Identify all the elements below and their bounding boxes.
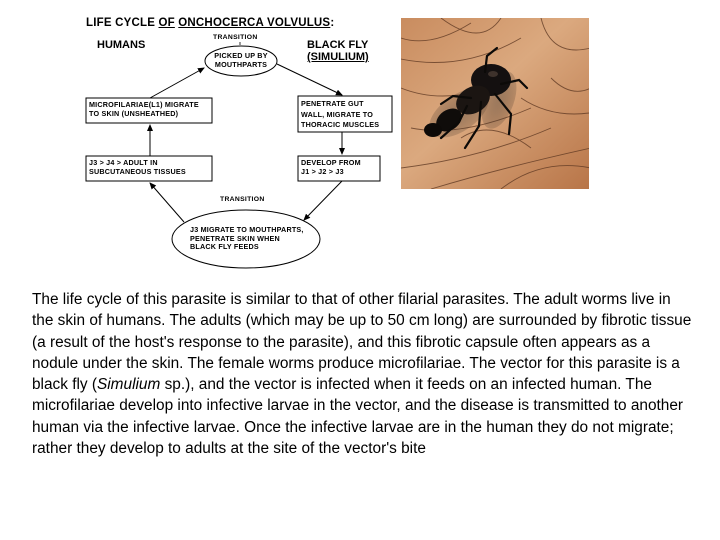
right-box-2-text: DEVELOP FROM J1 > J2 > J3 (301, 158, 361, 176)
life-cycle-diagram (80, 14, 400, 272)
title-of: OF (158, 17, 175, 29)
black-fly-photo (401, 18, 589, 189)
transition-bottom-label: TRANSITION (220, 196, 265, 203)
black-fly-photo-graphic (401, 18, 589, 189)
transition-top-label: TRANSITION (213, 34, 258, 41)
arrow-develop-to-bottom (304, 181, 342, 220)
genus-name: Simulium (97, 376, 161, 394)
left-box-2-text: J3 > J4 > ADULT IN SUBCUTANEOUS TISSUES (89, 158, 186, 176)
right-box-1-text: PENETRATE GUT WALL, MIGRATE TO THORACIC MUSCLES (301, 99, 380, 129)
diagram-title: LIFE CYCLE OF ONCHOCERCA VOLVULUS: (86, 17, 335, 29)
host-humans: HUMANS (97, 39, 146, 51)
bottom-ellipse-text: J3 MIGRATE TO MOUTHPARTS, PENETRATE SKIN WHEN BLACK FLY FEEDS (190, 225, 304, 252)
life-cycle-description: The life cycle of this parasite is similar to that of other filarial parasites. The adult worms live in the skin of humans. The adults (which may be up to 50 cm long) are surrounded by fibrotic tissue (a result of the host's response to the parasite), and this fibrotic capsule often appears as a nodule under the skin. The female worms produce microfilariae. The vector for this parasite is a black fly (Simulium sp.), and the vector is infected when it feeds on an infected human. The microfilariae develop into infective larvae in the vector, and the disease is transmitted to another human via the infective larvae. Once the infective larvae are in the human they do not migrate; rather they develop to adults at the site of the vector's bite (32, 291, 692, 458)
arrow-ellipse-to-gut (277, 64, 342, 95)
arrow-bottom-to-adult (150, 183, 184, 222)
arrow-skin-to-ellipse (150, 68, 204, 98)
host-black-fly: BLACK FLY (SIMULIUM) (307, 39, 369, 63)
top-ellipse-text: PICKED UP BY MOUTHPARTS (214, 51, 268, 69)
left-box-1-text: MICROFILARIAE(L1) MIGRATE TO SKIN (UNSHEATHED) (89, 100, 199, 118)
title-species: ONCHOCERCA VOLVULUS (178, 17, 331, 29)
